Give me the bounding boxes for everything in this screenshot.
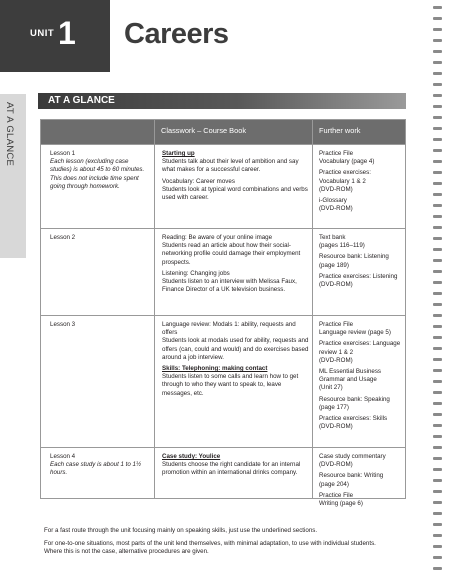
header-further-work: Further work xyxy=(319,126,361,135)
lesson-label: Lesson 4 xyxy=(50,453,76,460)
spiral-coil xyxy=(433,567,442,570)
spiral-coil xyxy=(433,28,442,31)
spiral-coil xyxy=(433,281,442,284)
classwork-title: Case study: Youlice xyxy=(162,453,221,460)
lesson-label: Lesson 2 xyxy=(50,234,76,241)
classwork-text: Students choose the right candidate for an internal promotion within an international drinks company. xyxy=(162,461,301,477)
spiral-coil xyxy=(433,545,442,548)
further-text: Vocabulary (page 4) xyxy=(319,158,375,166)
spiral-coil xyxy=(433,292,442,295)
further-text: Writing (page 6) xyxy=(319,500,363,508)
further-text: (DVD-ROM) xyxy=(319,461,353,469)
unit-number: 1 xyxy=(58,15,76,51)
table-header xyxy=(41,120,405,144)
classwork-text: Students listen to some calls and learn how to get through to who they want to speak to, leave messages, etc. xyxy=(162,373,299,397)
spiral-coil xyxy=(433,171,442,174)
spiral-coil xyxy=(433,413,442,416)
table-row xyxy=(41,315,405,447)
spiral-coil xyxy=(433,17,442,20)
table-row xyxy=(41,144,405,228)
table-row xyxy=(41,228,405,315)
further-text: (DVD-ROM) xyxy=(319,281,353,289)
spiral-coil xyxy=(433,226,442,229)
spiral-coil xyxy=(433,248,442,251)
classwork-title: Listening: Changing jobs xyxy=(162,269,230,277)
spiral-coil xyxy=(433,347,442,350)
spiral-coil xyxy=(433,237,442,240)
further-title: Practice exercises: Skills xyxy=(319,415,388,423)
header-classwork: Classwork – Course Book xyxy=(161,126,247,135)
spiral-coil xyxy=(433,556,442,559)
lesson-label: Lesson 1 xyxy=(50,150,76,157)
further-text: (page 204) xyxy=(319,480,349,488)
spiral-coil xyxy=(433,116,442,119)
spiral-coil xyxy=(433,83,442,86)
spiral-coil xyxy=(433,490,442,493)
spiral-coil xyxy=(433,138,442,141)
spiral-coil xyxy=(433,105,442,108)
spiral-coil xyxy=(433,391,442,394)
spiral-coil xyxy=(433,325,442,328)
footer-note: For one-to-one situations, most parts of the unit lend themselves, with minimal adaptation, to use with individual students. Where this is not the case, alternative procedures are given. xyxy=(44,540,376,555)
classwork-text: Students look at modals used for ability, requests and offers (can, could and would) and do exercises based around a job interview. xyxy=(162,337,309,361)
spiral-coil xyxy=(433,435,442,438)
spiral-coil xyxy=(433,215,442,218)
side-tab-label: AT A GLANCE xyxy=(4,102,15,167)
section-title-bar xyxy=(38,93,406,109)
further-text: (DVD-ROM) xyxy=(319,205,353,213)
classwork-title: Skills: Telephoning: making contact xyxy=(162,365,268,373)
further-text: Language review (page 5) xyxy=(319,329,391,337)
spiral-coil xyxy=(433,479,442,482)
classwork-title: Vocabulary: Career moves xyxy=(162,177,235,185)
classwork-text: Students talk about their level of ambition and say what makes for a successful career. xyxy=(162,158,299,174)
further-text: (pages 116–119) xyxy=(319,242,365,250)
further-text: (DVD-ROM) xyxy=(319,356,353,364)
further-title: Practice exercises: Language review 1 & 2 xyxy=(319,340,401,356)
spiral-coil xyxy=(433,457,442,460)
spiral-coil xyxy=(433,160,442,163)
further-title: Practice exercises: Vocabulary 1 & 2 xyxy=(319,169,371,185)
further-title: Resource bank: Speaking xyxy=(319,395,390,403)
section-title: AT A GLANCE xyxy=(48,95,115,106)
further-text: (page 177) xyxy=(319,403,349,411)
spiral-coil xyxy=(433,336,442,339)
classwork-title: Reading: Be aware of your online image xyxy=(162,234,273,241)
spiral-coil xyxy=(433,358,442,361)
spiral-coil xyxy=(433,204,442,207)
unit-header xyxy=(0,0,425,73)
spiral-coil xyxy=(433,259,442,262)
spiral-coil xyxy=(433,468,442,471)
spiral-coil xyxy=(433,72,442,75)
further-title: Resource bank: Writing xyxy=(319,472,384,480)
further-text: (page 189) xyxy=(319,261,349,269)
classwork-title: Starting up xyxy=(162,150,195,157)
page-title: Careers xyxy=(124,18,229,50)
spiral-coil xyxy=(433,314,442,317)
spiral-coil xyxy=(433,50,442,53)
further-title: Practice File xyxy=(319,150,354,157)
unit-badge xyxy=(0,0,110,72)
lesson-label: Lesson 3 xyxy=(50,321,76,328)
spiral-coil xyxy=(433,523,442,526)
spiral-coil xyxy=(433,380,442,383)
further-title: Text bank xyxy=(319,234,346,241)
side-tab xyxy=(0,94,26,258)
further-title: Resource bank: Listening xyxy=(319,253,389,261)
further-title: Case study commentary xyxy=(319,453,386,460)
further-title: ML Essential Business Grammar and Usage xyxy=(319,368,382,384)
further-title: Practice exercises: Listening xyxy=(319,272,398,280)
spiral-coil xyxy=(433,193,442,196)
spiral-coil xyxy=(433,303,442,306)
lesson-note: Each lesson (excluding case studies) is about 45 to 60 minutes. This does not include time spent going through homework. xyxy=(50,158,145,190)
further-title: Practice File xyxy=(319,491,354,499)
further-text: (DVD-ROM) xyxy=(319,185,353,193)
further-text: (DVD-ROM) xyxy=(319,423,353,431)
classwork-title: Language review: Modals 1: ability, requests and offers xyxy=(162,321,296,337)
spiral-coil xyxy=(433,369,442,372)
spiral-coil xyxy=(433,270,442,273)
table-row xyxy=(41,447,405,508)
spiral-coil xyxy=(433,512,442,515)
spiral-coil xyxy=(433,149,442,152)
overview-table xyxy=(40,119,406,508)
spiral-coil xyxy=(433,501,442,504)
classwork-text: Students read an article about how their social-networking profile could damage their employment prospects. xyxy=(162,242,301,266)
spiral-coil xyxy=(433,61,442,64)
spiral-coil xyxy=(433,446,442,449)
unit-label: UNIT xyxy=(30,28,55,39)
spiral-coil xyxy=(433,127,442,130)
spiral-coil xyxy=(433,424,442,427)
classwork-text: Students listen to an interview with Melissa Faux, Finance Director of a UK television business. xyxy=(162,278,297,294)
classwork-text: Students look at typical word combinations and verbs used with career. xyxy=(162,185,308,202)
spiral-coil xyxy=(433,402,442,405)
spiral-coil xyxy=(433,6,442,9)
lesson-note: Each case study is about 1 to 1½ hours. xyxy=(50,461,142,477)
further-text: (Unit 27) xyxy=(319,384,343,392)
spiral-binding xyxy=(430,0,449,581)
spiral-coil xyxy=(433,39,442,42)
further-title: i-Glossary xyxy=(319,197,347,205)
spiral-coil xyxy=(433,534,442,537)
footer-note: For a fast route through the unit focusing mainly on speaking skills, just use the underlined sections. xyxy=(44,527,318,534)
spiral-coil xyxy=(433,94,442,97)
spiral-coil xyxy=(433,182,442,185)
further-title: Practice File xyxy=(319,321,354,328)
